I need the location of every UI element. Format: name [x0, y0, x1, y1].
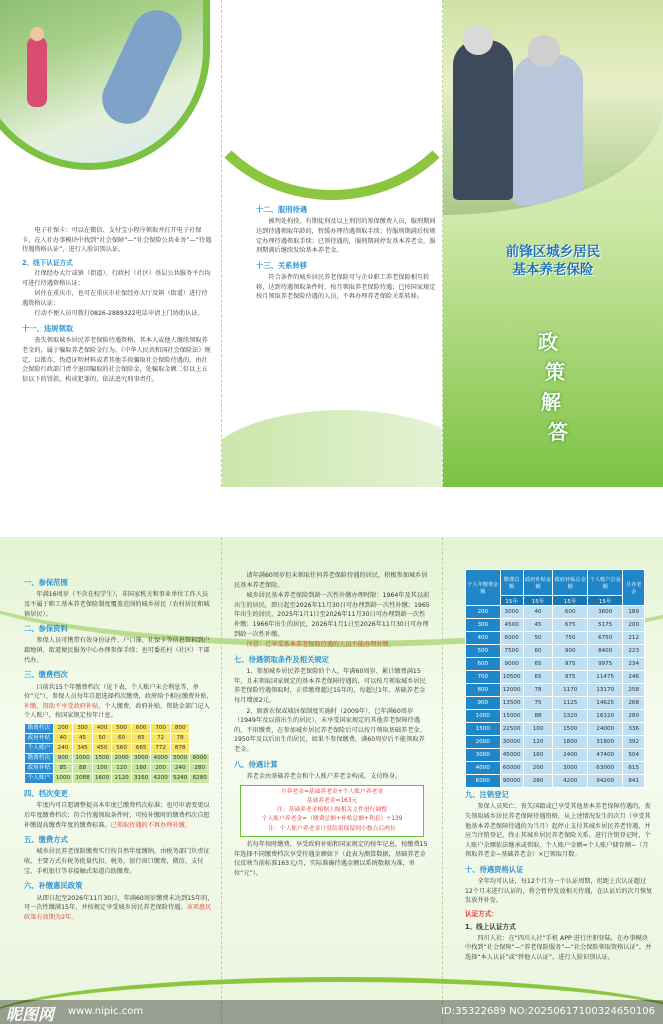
level-table-cell: 1500	[92, 753, 112, 763]
watermark-logo: 昵图网	[6, 1005, 55, 1024]
benefit-table-cell: 78	[523, 684, 553, 697]
photo-old-people-exercise	[0, 0, 210, 170]
benefit-table-row	[466, 749, 645, 762]
heading-11: 十一、违规领取	[22, 324, 74, 334]
text-m0: 请年满60周岁但未领取任何养老保险待遇的居民，积极参加城乡居民基本养老保险。	[234, 572, 428, 589]
heading-1: 一、参保范围	[24, 578, 68, 587]
benefit-table-cell: 268	[623, 697, 645, 710]
benefit-table-cell: 1800	[553, 736, 588, 749]
benefit-table-cell: 615	[623, 762, 645, 775]
benefit-table-cell: 1125	[553, 697, 588, 710]
cover-title	[443, 243, 663, 279]
benefit-table-cell: 120	[523, 736, 553, 749]
benefit-table-row	[466, 710, 645, 723]
benefit-table-cell: 9000	[500, 658, 523, 671]
benefit-table-subheading: 15年	[588, 596, 623, 606]
text-r1: 参保人员死亡、丧失国籍或已享受其他基本养老保障待遇的，丧失领取城乡居民养老保障待遇资格，从上述情况发生的次月（享受其他基本养老保障待遇的为当月）起停止支付其城乡居民养老待遇，并应当注销登记，终止其城乡居民养老保险关系。进行注销登记时，个人账户余额依法继承或领取。个人账户金额=个人账户储存额−（月领取养老金−基础养老金）×已领取月数。	[465, 803, 651, 859]
text-3-red: 补缴、资助不享受政府补贴。	[24, 702, 105, 710]
benefit-table-cell: 4000	[466, 762, 501, 775]
benefit-table-cell: 975	[553, 658, 588, 671]
level-table-cell: 6280	[190, 773, 210, 783]
benefit-table-cell: 700	[466, 671, 501, 684]
benefit-table-row	[466, 645, 645, 658]
text-4	[24, 801, 214, 830]
level-table-cell: 100	[92, 763, 112, 773]
benefit-table-cell: 975	[553, 671, 588, 684]
spread-outside	[0, 0, 663, 487]
level-table-cell: 300	[73, 723, 93, 733]
level-table-cell: 280	[190, 763, 210, 773]
level-table-cell: 240	[53, 743, 73, 753]
text-m3: 2、原新农保或城居保制度实施时（2009年），已年满60周岁（1949年及以前出生的居民），未享受国家规定的其他养老保障待遇的，不用缴费，在参加城乡居民养老保险后可以按月领取基础养老金。1950年及以后出生的居民，如果不参保缴费，满60周岁后不能领取养老金。	[234, 707, 426, 754]
benefit-table-cell: 900	[553, 645, 588, 658]
text-6-red: 该项惠民政策有效期为2年。	[24, 904, 212, 921]
text-m2: 1、参加城乡居民养老保险的个人，年满60周岁、累计缴费满15年，且未领取国家规定的基本养老保障待遇的，可以按月领取城乡居民养老保险待遇领取时，正常缴费超过15年的，每超过1年，基础养老金每月增加2元。	[234, 668, 426, 704]
benefit-table-cell: 16320	[588, 710, 623, 723]
benefit-table-cell: 189	[623, 606, 645, 619]
benefit-table-cell: 88	[523, 710, 553, 723]
text-offline-2: 居住在重庆市，也可在重庆市社保经办大厅及镇（街道）进行待遇资格认证；	[22, 290, 208, 307]
benefit-table-heading: 个人账户总金额	[588, 570, 623, 596]
level-table-cell: 6000	[190, 753, 210, 763]
benefit-table-heading: 政府补贴总金额	[553, 570, 588, 596]
left-text-block	[22, 226, 212, 385]
benefit-table-cell: 6000	[500, 632, 523, 645]
benefit-table-cell: 500	[466, 645, 501, 658]
benefit-table-cell: 12000	[500, 684, 523, 697]
level-table-cell: 60	[112, 733, 132, 743]
text-4-red: 已领取待遇的不再办理补缴。	[110, 821, 192, 829]
heading-7: 七、待遇领取条件及相关规定	[234, 654, 329, 664]
benefit-table-cell: 60	[523, 645, 553, 658]
level-table-cell: 40	[53, 733, 73, 743]
level-table-cell: 200	[53, 723, 73, 733]
benefit-table-cell: 280	[623, 710, 645, 723]
cover-title-line1: 前锋区城乡居民	[505, 244, 601, 260]
contribution-level-table	[24, 723, 210, 784]
benefit-table-row	[466, 697, 645, 710]
level-table-cell: 1600	[92, 773, 112, 783]
level-table-cell: 1088	[73, 773, 93, 783]
benefit-table-cell: 7500	[500, 645, 523, 658]
inside-right-text	[465, 785, 653, 963]
benefit-table-cell: 10500	[500, 671, 523, 684]
benefit-table-cell: 223	[623, 645, 645, 658]
benefit-table-cell: 45000	[500, 749, 523, 762]
benefit-table-cell: 234	[623, 658, 645, 671]
green-wave-bottom	[222, 410, 442, 487]
benefit-table-cell: 280	[523, 775, 553, 788]
benefit-table-cell: 24000	[588, 723, 623, 736]
level-table-cell: 160	[131, 763, 151, 773]
heading-online-auth: 1、线上认证方式	[465, 923, 516, 932]
level-table-cell: 240	[170, 763, 190, 773]
text-3	[24, 683, 214, 721]
benefit-table-cell: 13500	[500, 697, 523, 710]
benefit-table-cell: 4200	[553, 775, 588, 788]
level-table-cell: 65	[131, 733, 151, 743]
benefit-table-cell: 9975	[588, 658, 623, 671]
benefit-table-cell: 1500	[466, 723, 501, 736]
heading-6: 六、补缴惠民政策	[24, 881, 83, 891]
benefit-table-row	[466, 762, 645, 775]
benefit-table-cell: 3000	[466, 749, 501, 762]
heading-4: 四、档次变更	[24, 788, 68, 798]
level-table-cell: 900	[53, 753, 73, 763]
benefit-table-cell: 75	[523, 697, 553, 710]
watermark-bar	[0, 1000, 663, 1024]
level-table-cell: 345	[73, 743, 93, 753]
spread-inside	[0, 537, 663, 1024]
watermark-url: www.nipic.com	[68, 1006, 144, 1017]
level-table-cell: 72	[151, 733, 171, 743]
formula-line: 月养老金=基础养老金+个人账户养老金	[280, 788, 384, 795]
benefit-table-cell: 90000	[500, 775, 523, 788]
benefit-table-cell: 30000	[500, 736, 523, 749]
level-table-cell: 4000	[151, 753, 171, 763]
benefit-table-cell: 6750	[588, 632, 623, 645]
text-11: 丧失领取城乡居民养老保险待遇资格，其本人或他人继续领取养老金的，属于骗取养老保险金行为。《中华人民共和国社会保险法》规定，以欺诈、伪造证明材料或者其他手段骗取社会保险待遇的，由社会保险行政部门责令退回骗取的社会保险金，处骗取金额二倍以上五倍以下的罚款。构成犯罪的，依法追究刑事责任。	[22, 337, 211, 383]
benefit-table-cell: 1320	[553, 710, 588, 723]
level-table-cell: 78	[170, 733, 190, 743]
benefit-table-heading: 缴费总额	[500, 570, 523, 596]
benefit-table-cell: 3000	[500, 606, 523, 619]
formula-line: 注：个人账户养老金计算结果保留到小数点后两位	[268, 825, 396, 832]
text-13: 符合条件的城乡居民养老保险可与企业职工养老保险相互转移，达到待遇领取条件时，按月领取养老保险待遇；已按国家规定按月领取养老保险待遇的人员，不再办理养老保险关系转移。	[256, 274, 436, 301]
cover-char: 解	[541, 390, 561, 414]
benefit-table-heading: 月养老金	[623, 570, 645, 606]
benefit-table-cell: 392	[623, 736, 645, 749]
benefit-table-cell: 47400	[588, 749, 623, 762]
heading-13: 十三、关系转移	[256, 260, 308, 270]
benefit-table-cell: 65	[523, 658, 553, 671]
text-m1: 城乡居民基本养老保险到龄一次性补缴办理时限：1964年及其以前出生的居民，即日起至2026年11月30日可办理到龄一次性补缴；1965年出生的居民，2025年1月1日至2026年11月30日可办理到龄一次性补缴；1966年出生的居民，2026年1月1日至2026年11月30日可办理到龄一次性补缴。	[234, 592, 430, 638]
text-offline-3: 行动不便人员可拨打0826-2889322电话申请上门协助认证。	[34, 310, 204, 318]
cover-subtitle	[443, 327, 663, 447]
level-table-cell: 3000	[131, 753, 151, 763]
benefit-table-row	[466, 619, 645, 632]
benefit-table-row	[466, 606, 645, 619]
cover-char: 答	[548, 420, 568, 444]
benefit-table-cell: 212	[623, 632, 645, 645]
benefit-table-row	[466, 684, 645, 697]
level-table-cell: 4200	[151, 773, 171, 783]
benefit-table	[465, 569, 645, 788]
benefit-table-row	[466, 671, 645, 684]
formula-line: 基础养老金=163元	[306, 797, 358, 804]
heading-12: 十二、服刑待遇	[256, 205, 308, 214]
benefit-table-cell: 800	[466, 684, 501, 697]
benefit-table-cell: 31800	[588, 736, 623, 749]
benefit-table-heading: 个人年缴费金额	[466, 570, 501, 606]
benefit-table-row	[466, 632, 645, 645]
level-table-cell: 2000	[112, 753, 132, 763]
benefit-table-cell: 14625	[588, 697, 623, 710]
heading-8: 八、待遇计算	[234, 759, 278, 769]
benefit-table-cell: 15000	[500, 710, 523, 723]
benefit-table-cell: 5175	[588, 619, 623, 632]
level-table-cell: 800	[170, 723, 190, 733]
benefit-table-cell: 13170	[588, 684, 623, 697]
text-6a: 从即日起至2026年11月30日，年满60周岁缴费未达到15年的，可一次性缴满15年，并按规定享受城乡居民养老保险待遇。	[24, 894, 214, 912]
level-table-label: 政府补贴	[25, 733, 54, 743]
benefit-table-heading: 政府补贴金额	[523, 570, 553, 596]
heading-auth-methods: 认证方式：	[465, 910, 498, 919]
level-table-cell: 400	[92, 723, 112, 733]
heading-9: 九、注销登记	[465, 790, 509, 799]
benefit-table-cell: 8400	[588, 645, 623, 658]
panel-left-outside	[0, 0, 221, 487]
green-swoosh	[222, 0, 442, 200]
level-table-cell: 700	[151, 723, 171, 733]
inside-left-text	[24, 573, 214, 923]
heading-2: 二、参保资料	[24, 624, 68, 634]
text-m4: 养老金由基础养老金和个人账户养老金构成，支付终身。	[246, 772, 402, 780]
text-2: 参保人员可携带有效身份证件、户口簿、社保卡等信息资料到户籍地镇、街道便民服务中心办理参保手续；也可委托村（社区）干部代办。	[24, 637, 210, 664]
text-r3: 四川人社：在“四川人社”手机 APP 进行注册登陆，在办事模块中找到“社会保障”—“养老保险服务”—“社会保险领取资格认证”，并选择“本人认证”或“替他人认证”，进行人脸识别认证。	[465, 934, 652, 961]
benefit-table-header	[466, 570, 645, 596]
benefit-table-cell: 200	[466, 606, 501, 619]
text-4a: 年度内可自愿调整提高本年度已缴费档次标准；也可申请变更以后年度缴费档次；符合待遇领取条件时，可按补缴时的缴费档次自愿补缴提高缴费年度的缴费标准。	[24, 802, 210, 829]
benefit-table-cell: 100	[523, 723, 553, 736]
benefit-table-row	[466, 736, 645, 749]
benefit-table-cell: 3600	[588, 606, 623, 619]
heading-3: 三、缴费档次	[24, 670, 68, 680]
text-ecard: 电子社保卡：可以在微信、支付宝小程序领取并打开电子社保卡，在人社办事模块中找到“社会保障”—“社会保险公共业务”—“待遇待遇资格认证”，进行人脸识别认证。	[22, 227, 212, 254]
benefit-table-cell: 40	[523, 606, 553, 619]
panel-mid-inside	[222, 537, 442, 1024]
benefit-table-cell: 65	[523, 671, 553, 684]
level-table-cell: 88	[73, 763, 93, 773]
formula-line: 注：基础养老金根据上级相关文件进行调整	[276, 807, 388, 814]
benefit-table-cell: 200	[523, 762, 553, 775]
benefit-table-cell: 94200	[588, 775, 623, 788]
benefit-table-cell: 336	[623, 723, 645, 736]
benefit-table-cell: 258	[623, 684, 645, 697]
benefit-table-cell: 6000	[466, 775, 501, 788]
level-table-cell: 45	[73, 733, 93, 743]
text-12: 被判处拘役、有期徒刑及以上刑罚的参保缴费人员，服刑期间达到待遇领取年龄的，暂缓办理待遇领取手续；待服刑期满后按规定办理待遇领取手续；已领待遇的，服刑期间停发基本养老金，服刑期满后继续发给基本养老金。	[256, 218, 436, 255]
benefit-table-cell: 2400	[553, 749, 588, 762]
heading-10: 十、待遇资格认证	[465, 864, 524, 874]
level-table-cell: 85	[53, 763, 73, 773]
panel-right-inside	[443, 537, 663, 1024]
level-table-cell: 2120	[112, 773, 132, 783]
photo-elderly-couple	[443, 0, 663, 215]
level-table-label: 政府补贴	[25, 763, 54, 773]
text-1: 年满16周岁（不含在校学生），非国家机关和事业单位工作人员及不属于职工基本养老保险制度覆盖范围的城乡居民（农村居民和城镇居民）。	[24, 591, 210, 618]
heading-5: 五、缴费方式	[24, 835, 68, 845]
level-table-label: 缴费档次	[25, 723, 54, 733]
level-table-cell: 5240	[170, 773, 190, 783]
panel-cover	[443, 0, 663, 487]
text-m1-red: 注意：已享受基本养老保险待遇的人员不能办理补缴。	[246, 641, 395, 649]
inside-mid-text	[234, 571, 430, 879]
benefit-table-cell: 504	[623, 749, 645, 762]
level-table-cell: 560	[112, 743, 132, 753]
text-offline-1: 社保经办大厅或镇（街道）、行政村（社区）基层公共服务平台均可进行待遇资格认证；	[22, 270, 211, 287]
level-table-cell: 500	[112, 723, 132, 733]
benefit-table-cell: 11475	[588, 671, 623, 684]
benefit-table-cell: 1000	[466, 710, 501, 723]
level-table-label: 个人账户	[25, 773, 54, 783]
level-table-row	[25, 773, 210, 783]
benefit-table-cell: 45	[523, 619, 553, 632]
text-m5: 若每年按时缴费，享受政府补贴和国家规定的按年记息，按缴费15年选择不同缴费档次享受待遇金额如下（此表为测算数据，基础养老金仅反映当前标准163元/月，实际准确待遇金额以系统数据为准，单位“元”）。	[234, 840, 428, 877]
heading-offline-auth: 2、线下认证方式	[22, 258, 73, 267]
level-table-cell: 5000	[170, 753, 190, 763]
benefit-table-cell: 1170	[553, 684, 588, 697]
text-r2: 全年均可认证，每12个月为一个认证周期，但距上次认证超过12个月未进行认证的，将会暂停发放相关待遇，在认证后的次月恢复发放并补发。	[465, 878, 653, 905]
level-table-row	[25, 753, 210, 763]
level-table-cell: 450	[92, 743, 112, 753]
benefit-table-cell: 200	[623, 619, 645, 632]
level-table-cell: 665	[131, 743, 151, 753]
benefit-table-cell: 22500	[500, 723, 523, 736]
level-table-cell: 772	[151, 743, 171, 753]
mid-text-block	[256, 200, 436, 303]
text-5: 城乡居民养老保险缴费实行按自然年度缴纳，由税务部门负责征收。主要方式有税务批量代扣、税务、银行窗口缴费，微信、支付宝、手机银行等非接触式渠道自助缴费。	[24, 848, 210, 875]
level-table-label: 个人账户	[25, 743, 54, 753]
benefit-table-cell: 3000	[553, 762, 588, 775]
level-table-cell: 1000	[73, 753, 93, 763]
panel-mid-outside	[222, 0, 442, 487]
benefit-table-subheading: 15年	[523, 596, 553, 606]
benefit-table-cell: 50	[523, 632, 553, 645]
benefit-table-cell: 600	[553, 606, 588, 619]
level-table-cell: 878	[170, 743, 190, 753]
benefit-table-subheading: 15年	[500, 596, 523, 606]
level-table-cell: 1000	[53, 773, 73, 783]
panel-left-inside	[0, 537, 221, 1024]
benefit-table-cell: 160	[523, 749, 553, 762]
watermark-id: ID:35322689 NO:20250617100324650106	[441, 1006, 655, 1017]
level-table-cell: 120	[112, 763, 132, 773]
level-table-row	[25, 763, 210, 773]
benefit-table-cell: 4500	[500, 619, 523, 632]
benefit-table-cell: 300	[466, 619, 501, 632]
level-table-cell: 3160	[131, 773, 151, 783]
level-table-cell: 200	[151, 763, 171, 773]
formula-line: 个人账户养老金=（缴费总额+补贴总额+利息）÷139	[261, 816, 403, 823]
formula-box	[240, 785, 424, 837]
level-table-label: 缴费档次	[25, 753, 54, 763]
level-table-cell: 50	[92, 733, 112, 743]
level-table-row	[25, 733, 210, 743]
level-table-cell: 600	[131, 723, 151, 733]
cover-title-line2: 基本养老保险	[512, 262, 594, 279]
benefit-table-cell: 2000	[466, 736, 501, 749]
benefit-table-row	[466, 658, 645, 671]
cover-char: 策	[545, 360, 565, 384]
text-6	[24, 894, 214, 923]
benefit-table-row	[466, 723, 645, 736]
text-3b: 个人缴费、政府补贴、资助金部门记入个人账户，按国家规定按年计息。	[24, 702, 210, 720]
level-table-row	[25, 743, 210, 753]
benefit-table-cell: 675	[553, 619, 588, 632]
benefit-table-cell: 1500	[553, 723, 588, 736]
level-table-row	[25, 723, 210, 733]
text-3a: 目前共15个年缴费档次（见下表，个人账户未会利息等，单位“元”），参保人员每年自愿选择档次缴费，政府给予相应缴费补贴，	[24, 683, 213, 701]
benefit-table-cell: 750	[553, 632, 588, 645]
benefit-table-cell: 841	[623, 775, 645, 788]
cover-char: 政	[538, 330, 558, 354]
benefit-table-cell: 400	[466, 632, 501, 645]
benefit-table-cell: 63000	[588, 762, 623, 775]
benefit-table-cell: 246	[623, 671, 645, 684]
benefit-table-subheading: 15年	[553, 596, 588, 606]
benefit-table-cell: 900	[466, 697, 501, 710]
benefit-table-cell: 60000	[500, 762, 523, 775]
benefit-table-cell: 600	[466, 658, 501, 671]
